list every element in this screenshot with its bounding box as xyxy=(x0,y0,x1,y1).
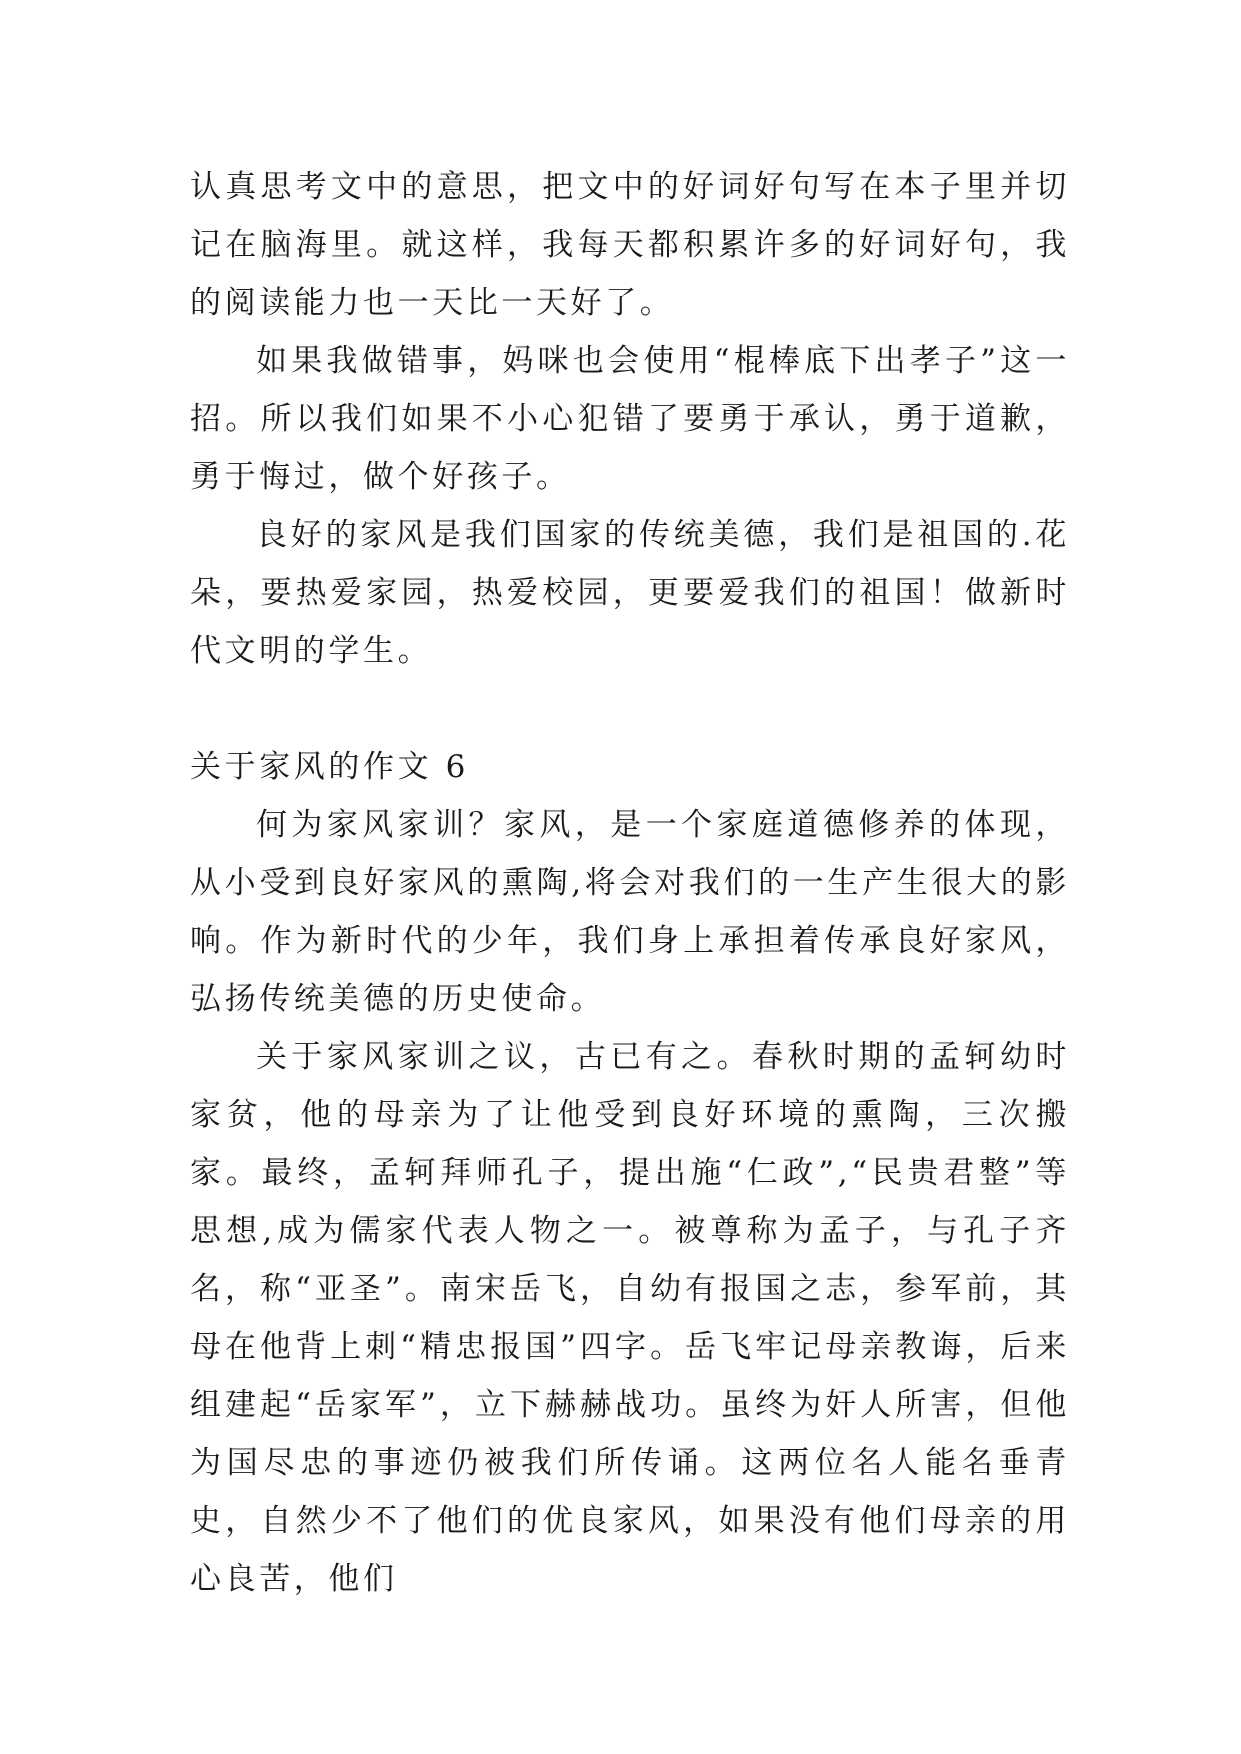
section-heading: 关于家风的作文 6 xyxy=(190,749,469,785)
paragraph: 关于家风家训之议，古已有之。春秋时期的孟轲幼时家贫，他的母亲为了让他受到良好环境的熏陶，三次搬家。最终，孟轲拜师孔子，提出施“仁政”,“民贵君整”等思想,成为儒家代表人物之一。被尊称为孟子，与孔子齐名，称“亚圣”。南宋岳飞，自幼有报国之志，参军前，其母在他背上刺“精忠报国”四字。岳飞牢记母亲教诲，后来组建起“岳家军”，立下赫赫战功。虽终为奸人所害，但他为国尽忠的事迹仍被我们所传诵。这两位名人能名垂青史，自然少不了他们的优良家风，如果没有他们母亲的用心良苦，他们 xyxy=(190,1039,1070,1597)
paragraph: 良好的家风是我们国家的传统美德，我们是祖国的.花朵，要热爱家园，热爱校园，更要爱我们的祖国！做新时代文明的学生。 xyxy=(190,517,1070,669)
document-body xyxy=(190,158,1070,1608)
paragraph: 何为家风家训？家风，是一个家庭道德修养的体现，从小受到良好家风的熏陶,将会对我们的一生产生很大的影响。作为新时代的少年，我们身上承担着传承良好家风，弘扬传统美德的历史使命。 xyxy=(190,807,1070,1017)
paragraph: 认真思考文中的意思，把文中的好词好句写在本子里并切记在脑海里。就这样，我每天都积累许多的好词好句，我的阅读能力也一天比一天好了。 xyxy=(190,169,1070,321)
paragraph: 如果我做错事，妈咪也会使用“棍棒底下出孝子”这一招。所以我们如果不小心犯错了要勇于承认，勇于道歉，勇于悔过，做个好孩子。 xyxy=(190,343,1070,495)
